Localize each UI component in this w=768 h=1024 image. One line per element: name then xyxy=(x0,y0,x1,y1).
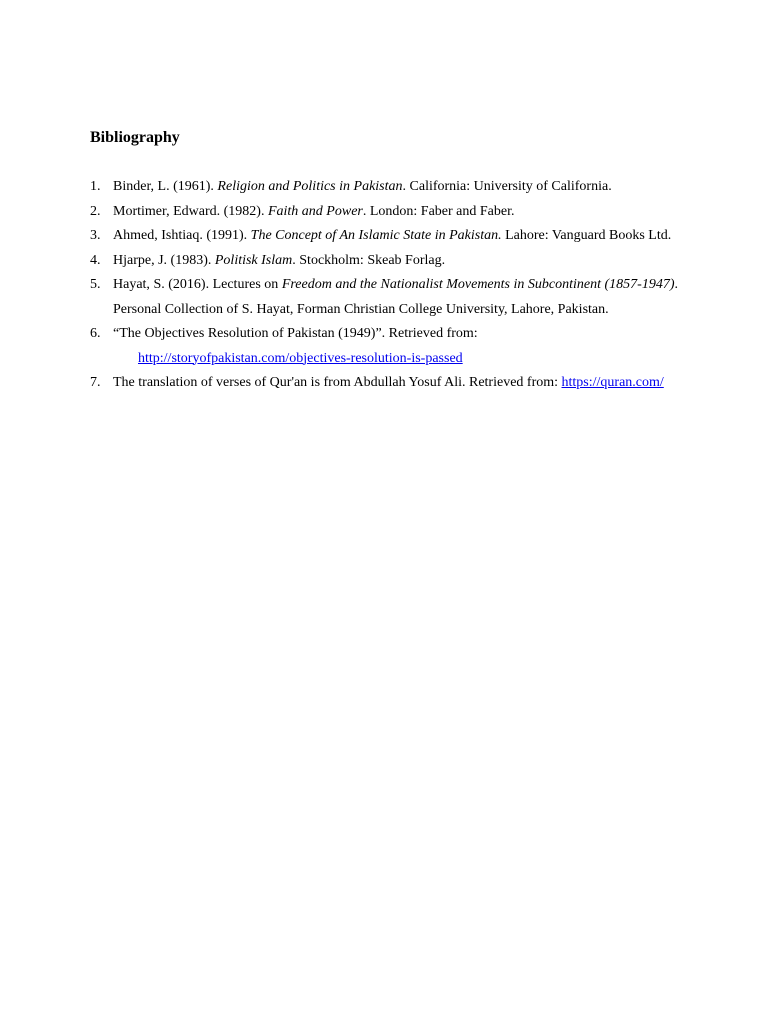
bibliography-entry-1 xyxy=(90,175,678,200)
objectives-resolution-link[interactable]: http://storyofpakistan.com/objectives-resolution-is-passed xyxy=(138,350,463,366)
bibliography-heading: Bibliography xyxy=(90,129,180,146)
entry-title: Freedom and the Nationalist Movements in Subcontinent (1857-1947) xyxy=(281,277,675,292)
entry-number: 3. xyxy=(90,228,101,243)
entry-title: Politisk Islam xyxy=(214,252,293,268)
entry-number: 7. xyxy=(90,375,101,390)
entry-title: Faith and Power xyxy=(267,203,363,219)
entry-text xyxy=(113,371,678,396)
entry-number: 4. xyxy=(90,252,101,268)
entry-author-year: Ahmed, Ishtiaq. (1991). xyxy=(113,228,251,243)
bibliography-entry-7 xyxy=(90,371,678,396)
entry-number: 2. xyxy=(90,203,101,219)
entry-description: “The Objectives Resolution of Pakistan (1949)”. Retrieved from: xyxy=(113,326,478,341)
entry-number: 1. xyxy=(90,179,101,194)
entry-text xyxy=(113,224,678,249)
entry-title: The Concept of An Islamic State in Pakistan. xyxy=(250,228,502,243)
entry-text xyxy=(113,249,678,274)
entry-publisher: . Stockholm: Skeab Forlag. xyxy=(292,252,446,268)
entry-text xyxy=(113,200,678,225)
entry-text xyxy=(113,175,678,200)
entry-title: Religion and Politics in Pakistan xyxy=(217,179,403,194)
entry-publisher: Lahore: Vanguard Books Ltd. xyxy=(501,228,672,243)
entry-number: 6. xyxy=(90,326,101,341)
bibliography-entry-4 xyxy=(90,249,678,274)
entry-author-year: Mortimer, Edward. (1982). xyxy=(113,203,268,219)
entry-text xyxy=(113,273,678,322)
entry-publisher: . California: University of California. xyxy=(402,179,612,194)
entry-author-year: Hayat, S. (2016). Lectures on xyxy=(113,277,282,292)
bibliography-entry-6 xyxy=(90,322,678,371)
bibliography-entry-5 xyxy=(90,273,678,322)
entry-link-line xyxy=(113,347,678,372)
entry-publisher: . London: Faber and Faber. xyxy=(362,203,515,219)
quran-link[interactable]: https://quran.com/ xyxy=(561,375,664,390)
entry-description: The translation of verses of Qur'an is from Abdullah Yosuf Ali. Retrieved from: xyxy=(113,375,562,390)
entry-number: 5. xyxy=(90,277,101,292)
bibliography-entry-2 xyxy=(90,200,678,225)
bibliography-entry-3 xyxy=(90,224,678,249)
entry-text xyxy=(113,322,678,371)
bibliography-list xyxy=(90,175,678,396)
entry-author-year: Hjarpe, J. (1983). xyxy=(113,252,215,268)
entry-publisher: . Personal Collection of S. Hayat, Forman Christian College University, Lahore, Pakistan. xyxy=(113,277,678,317)
entry-author-year: Binder, L. (1961). xyxy=(113,179,218,194)
